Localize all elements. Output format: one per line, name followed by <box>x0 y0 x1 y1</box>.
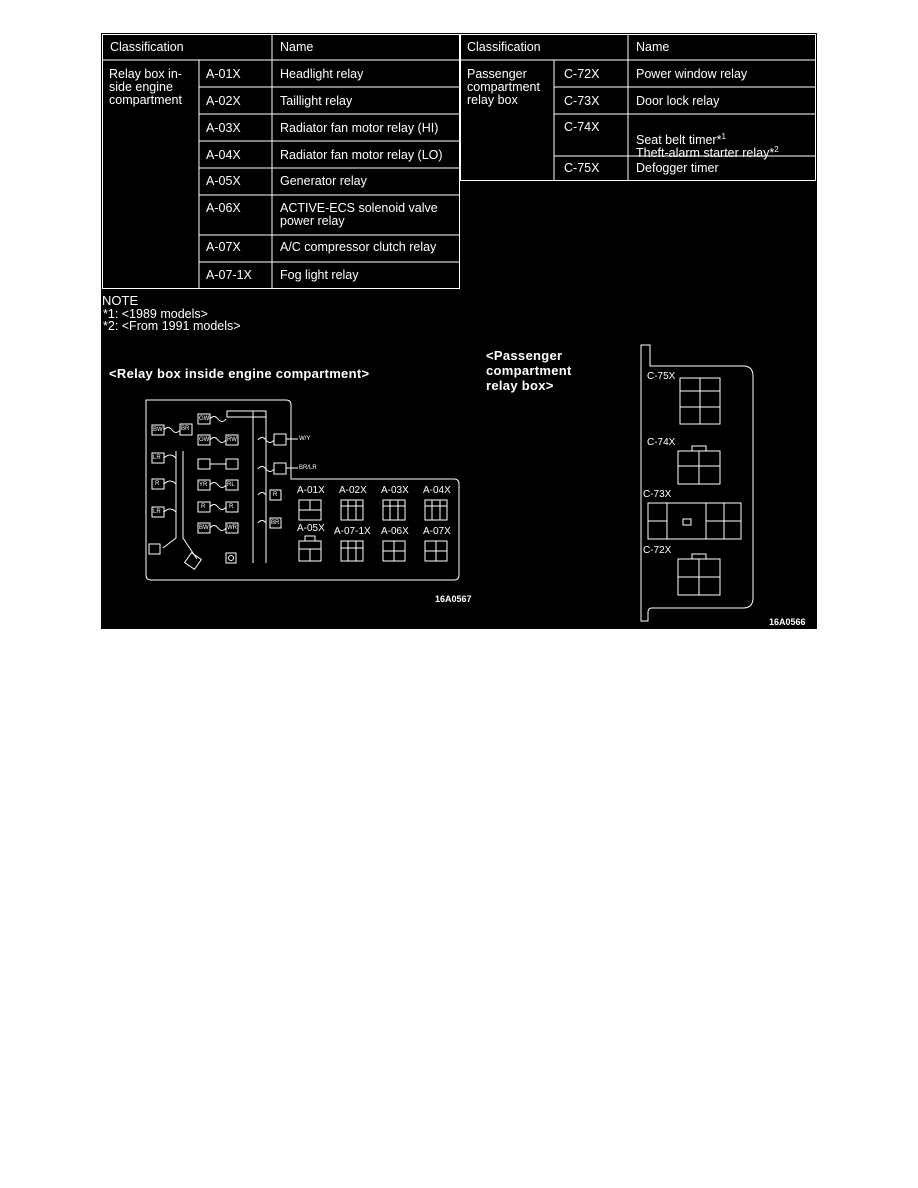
right-row-code: C-75X <box>564 161 600 175</box>
socket-c73x <box>648 503 741 539</box>
passenger-figure-code: 16A0566 <box>769 617 806 627</box>
engine-relay-label: A-02X <box>339 485 367 496</box>
right-row-name: Door lock relay <box>636 94 720 108</box>
engine-relay-label: A-06X <box>381 526 409 537</box>
wire-label: BR <box>271 520 280 526</box>
right-row-name: Power window relay <box>636 67 748 81</box>
left-row-code: A-02X <box>206 94 241 108</box>
right-row-name-seat-belt <box>636 121 779 160</box>
left-row-name: Generator relay <box>280 174 367 188</box>
theft-alarm-text: Theft-alarm starter relay* <box>636 146 775 160</box>
engine-figure-code: 16A0567 <box>435 594 472 604</box>
wire-label: BR/LR <box>299 465 317 471</box>
passenger-diagram-title: <Passenger compartment relay box> <box>486 348 572 393</box>
wire-label: R <box>201 504 206 510</box>
wire-label: RW <box>227 437 237 443</box>
left-row-name: A/C compressor clutch relay <box>280 240 437 254</box>
relay-location-figure <box>101 33 817 629</box>
wire-label: RL <box>227 482 235 488</box>
left-row-code: A-07X <box>206 240 241 254</box>
seat-belt-text: Seat belt timer* <box>636 133 722 147</box>
left-row-code: A-06X <box>206 201 241 215</box>
right-header-classification: Classification <box>467 40 541 54</box>
wire-label: GW <box>199 437 210 443</box>
right-header-name: Name <box>636 40 670 54</box>
right-row-code: C-73X <box>564 94 600 108</box>
left-group-label: Relay box in- side engine compartment <box>109 67 182 107</box>
socket-c74x <box>678 446 720 484</box>
right-row-code: C-74X <box>564 120 600 134</box>
right-row-name: Defogger timer <box>636 161 719 175</box>
left-row-code: A-05X <box>206 174 241 188</box>
wire-label: BW <box>153 427 163 433</box>
footnote-mark: 1 <box>721 131 726 141</box>
right-row-code: C-72X <box>564 67 600 81</box>
left-row-name: Taillight relay <box>280 94 353 108</box>
engine-relay-label: A-05X <box>297 523 325 534</box>
wire-label: GW <box>199 416 210 422</box>
note-2: *2: <From 1991 models> <box>103 319 241 333</box>
engine-relay-label: A-07-1X <box>334 526 371 537</box>
socket-c72x <box>678 554 720 595</box>
note-title: NOTE <box>102 293 139 308</box>
passenger-relay-label: C-74X <box>647 437 676 448</box>
engine-sockets-bottom <box>299 536 447 561</box>
passenger-relay-label: C-72X <box>643 545 672 556</box>
wire-label: YR <box>199 482 208 488</box>
socket-c75x <box>680 378 720 424</box>
left-header-classification: Classification <box>110 40 184 54</box>
left-row-name: ACTIVE-ECS solenoid valve power relay <box>280 201 438 228</box>
wire-label: BR <box>181 426 190 432</box>
engine-relay-label: A-04X <box>423 485 451 496</box>
left-row-code: A-04X <box>206 148 241 162</box>
right-group-label: Passenger compartment relay box <box>467 67 540 107</box>
left-row-code: A-01X <box>206 67 241 81</box>
wire-label: LR <box>153 509 161 515</box>
engine-relay-label: A-03X <box>381 485 409 496</box>
left-row-name: Headlight relay <box>280 67 364 81</box>
left-header-name: Name <box>280 40 314 54</box>
wire-label: W/Y <box>299 436 311 442</box>
passenger-relay-label: C-75X <box>647 371 676 382</box>
left-row-code: A-07-1X <box>206 268 252 282</box>
passenger-relay-label: C-73X <box>643 489 672 500</box>
wire-label: R <box>229 504 234 510</box>
left-row-name: Radiator fan motor relay (LO) <box>280 148 443 162</box>
wire-label: BW <box>199 525 209 531</box>
engine-relay-label: A-01X <box>297 485 325 496</box>
footnote-mark: 2 <box>774 144 779 154</box>
left-row-name: Fog light relay <box>280 268 359 282</box>
left-row-code: A-03X <box>206 121 241 135</box>
engine-relay-label: A-07X <box>423 526 451 537</box>
wire-label: R <box>273 492 278 498</box>
note-1: *1: <1989 models> <box>103 307 208 321</box>
left-row-name: Radiator fan motor relay (HI) <box>280 121 439 135</box>
engine-sockets-top <box>299 500 447 520</box>
engine-diagram-title: <Relay box inside engine compartment> <box>109 366 370 381</box>
wire-label: LR <box>153 455 161 461</box>
wire-label: WR <box>227 525 237 531</box>
wire-label: R <box>155 481 160 487</box>
